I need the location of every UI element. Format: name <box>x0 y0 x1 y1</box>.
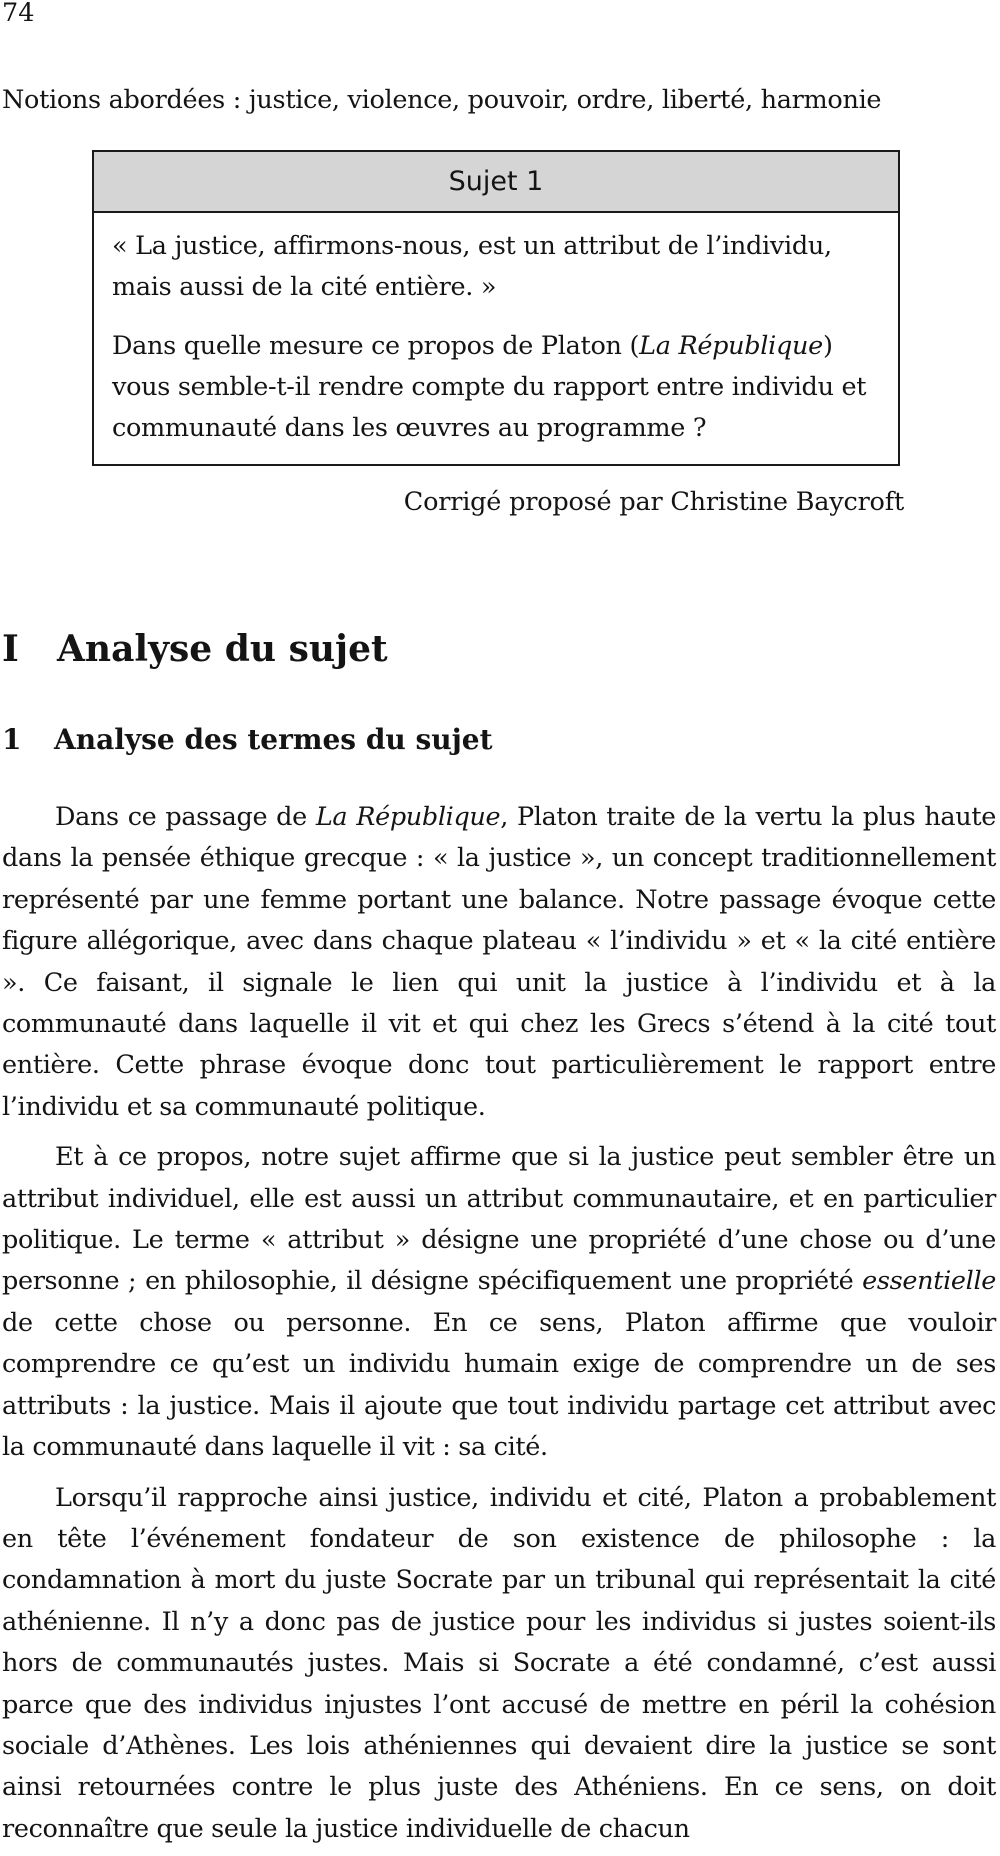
section-number: I <box>2 628 19 670</box>
paragraph-3: Lorsqu’il rapproche ainsi justice, individu et cité, Platon a probablement en tête l’événement fondateur de son existence de philosophe : la condamnation à mort du juste Socrate par un tribunal qui représentait la cité athénienne. Il n’y a donc pas de justice pour les individus si justes soient-ils hors de communautés justes. Mais si Socrate a été condamné, c’est aussi parce que des individus injustes l’ont accusé de mettre en péril la cohésion sociale d’Athènes. Les lois athéniennes qui devaient dire la justice se sont ainsi retournées contre le plus juste des Athéniens. En ce sens, on doit reconnaître que seule la justice individuelle de chacun <box>2 1482 996 1844</box>
paragraph-2-rest: de cette chose ou personne. En ce sens, Platon affirme que vouloir comprendre ce qu’est un individu humain exige de comprendre un de ses attributs : la justice. Mais il ajoute que tout individu partage cet attribut avec la communauté dans laquelle il vit : sa cité. <box>2 1307 996 1463</box>
sujet-box <box>92 150 900 466</box>
question-text-after: ) vous semble-t-il rendre compte du rapport entre individu et communauté dans les œuvres au programme ? <box>112 331 867 443</box>
body-text <box>2 797 996 1850</box>
sujet-question <box>112 326 880 449</box>
subsection-title: Analyse des termes du sujet <box>54 723 493 756</box>
author-credit: Corrigé proposé par Christine Baycroft <box>403 487 904 517</box>
question-text-before: Dans quelle mesure ce propos de Platon ( <box>112 331 640 361</box>
notions-line: Notions abordées : justice, violence, pouvoir, ordre, liberté, harmonie <box>2 85 882 115</box>
section-heading <box>2 624 388 674</box>
paragraph-1 <box>2 797 996 1128</box>
paragraph-2-emphasis: essentielle <box>862 1266 996 1297</box>
subsection-heading <box>2 720 493 760</box>
page-number: 74 <box>2 0 35 28</box>
subsection-number: 1 <box>2 723 22 756</box>
paragraph-1-start: Dans ce passage de <box>55 802 316 832</box>
sujet-body <box>94 213 898 449</box>
sujet-quote: « La justice, affirmons-nous, est un attribut de l’individu, mais aussi de la cité entière. » <box>112 231 832 302</box>
section-title: Analyse du sujet <box>57 628 388 670</box>
sujet-title: Sujet 1 <box>94 152 898 213</box>
paragraph-1-rest: , Platon traite de la vertu la plus haute dans la pensée éthique grecque : « la justice », un concept traditionnellement représenté par une femme portant une balance. Notre passage évoque cette figure allégorique, avec dans chaque plateau « l’individu » et « la cité entière ». Ce faisant, il signale le lien qui unit la justice à l’individu et à la communauté dans laquelle il vit et qui chez les Grecs s’étend à la cité tout entière. Cette phrase évoque donc tout particulièrement le rapport entre l’individu et sa communauté politique. <box>2 802 996 1122</box>
paragraph-2 <box>2 1137 996 1468</box>
question-work-title: La République <box>639 331 823 361</box>
paragraph-2-start: Et à ce propos, notre sujet affirme que si la justice peut sembler être un attribut individuel, elle est aussi un attribut communautaire, et en particulier politique. Le terme « attribut » désigne une propriété d’une chose ou d’une personne ; en philosophie, il désigne spécifiquement une propriété <box>2 1142 996 1297</box>
paragraph-1-work-title: La République <box>315 802 501 832</box>
